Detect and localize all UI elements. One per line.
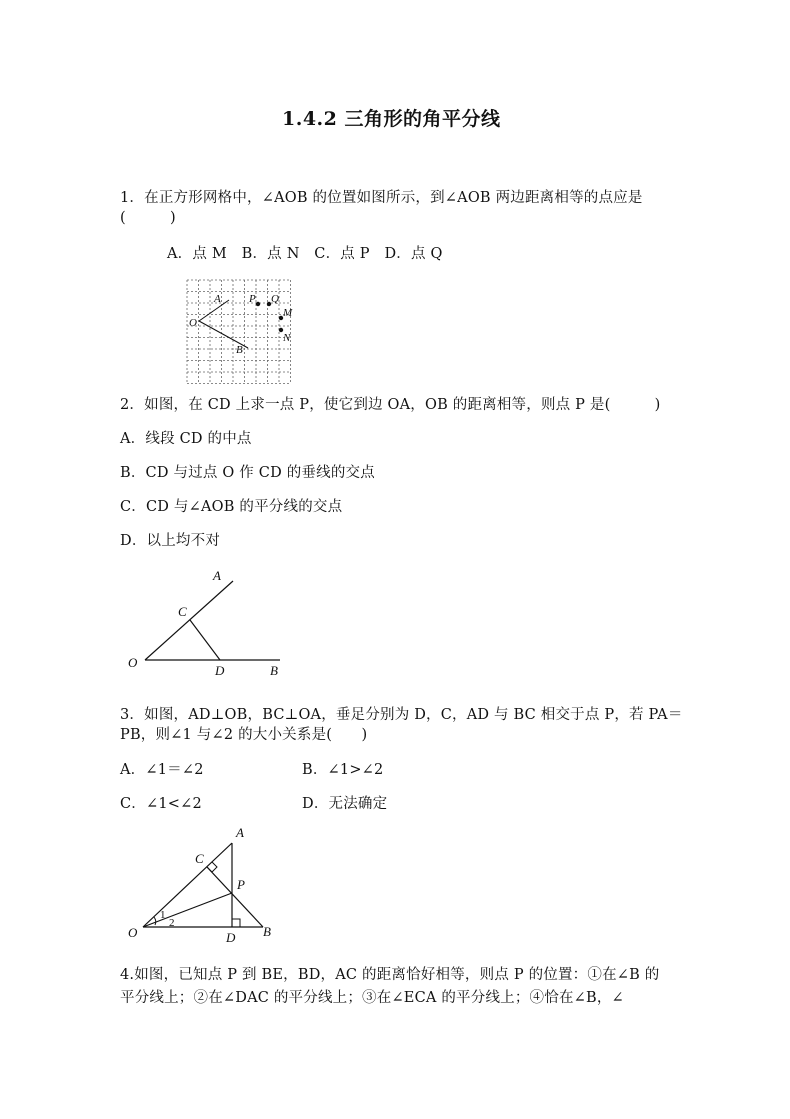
q2-option-d: D．以上均不对 [120,533,221,549]
q1-label-p: P [249,293,256,305]
q1-grid-figure [185,278,295,373]
q1-text-line1: 1．在正方形网格中，∠AOB 的位置如图所示，到∠AOB 两边距离相等的点应是 [120,190,643,206]
q2-option-b: B．CD 与过点 O 作 CD 的垂线的交点 [120,465,375,481]
q2-option-c: C．CD 与∠AOB 的平分线的交点 [120,499,343,515]
q4-text-line1: 4.如图，已知点 P 到 BE，BD，AC 的距离恰好相等，则点 P 的位置：①在∠B 的 [120,967,660,983]
q3-right-angle-d [232,919,240,927]
q3-label-d: D [226,930,236,945]
q3-label-a: A [236,825,244,840]
q1-text-line2: ( ) [120,210,176,226]
q3-segment-op [143,893,232,927]
q3-figure [120,822,285,947]
q1-label-o: O [189,317,197,329]
q3-label-o: O [128,925,138,940]
q2-text: 2．如图，在 CD 上求一点 P，使它到边 OA，OB 的距离相等，则点 P 是( ) [120,397,661,413]
q1-label-q: Q [271,293,279,305]
q3-side-oa [143,843,232,927]
page-title: 1.4.2 三角形的角平分线 [282,108,501,130]
q3-label-angle-1: 1 [160,909,166,921]
q1-label-a: A [214,293,221,305]
q3-text-line1: 3．如图，AD⊥OB，BC⊥OA，垂足分别为 D，C，AD 与 BC 相交于点 P，若 PA＝ [120,707,683,723]
q1-label-m: M [283,307,293,319]
q2-label-o: O [128,655,138,670]
q1-point-p [256,302,260,306]
q3-option-c: C．∠1<∠2 [120,796,202,812]
q4-text-line2: 平分线上；②在∠DAC 的平分线上；③在∠ECA 的平分线上；④恰在∠B，∠ [120,990,624,1006]
q1-label-b: B [236,344,243,356]
q3-label-c: C [195,851,204,866]
q3-label-angle-2: 2 [169,917,175,929]
q3-option-a: A．∠1＝∠2 [120,762,204,778]
q1-label-n: N [283,332,291,344]
q3-segment-bc [207,867,263,927]
q3-label-b: B [263,924,271,939]
q3-option-d: D．无法确定 [302,796,388,812]
q2-label-d: D [215,663,225,678]
q3-angle-arc-1 [154,917,156,925]
q3-right-angle-c [207,862,217,872]
q1-options: A．点 M B．点 N C．点 P D．点 Q [167,246,443,262]
q3-option-b: B．∠1>∠2 [302,762,384,778]
q2-label-c: C [178,604,187,619]
q2-option-a: A．线段 CD 的中点 [120,431,252,447]
q3-text-line2: PB，则∠1 与∠2 的大小关系是( ) [120,727,368,743]
q2-segment-cd [190,620,220,660]
q2-ray-oa [145,581,233,660]
q3-label-p: P [237,877,245,892]
q2-label-a: A [213,568,221,583]
q2-figure [125,565,300,680]
q2-label-b: B [270,663,278,678]
